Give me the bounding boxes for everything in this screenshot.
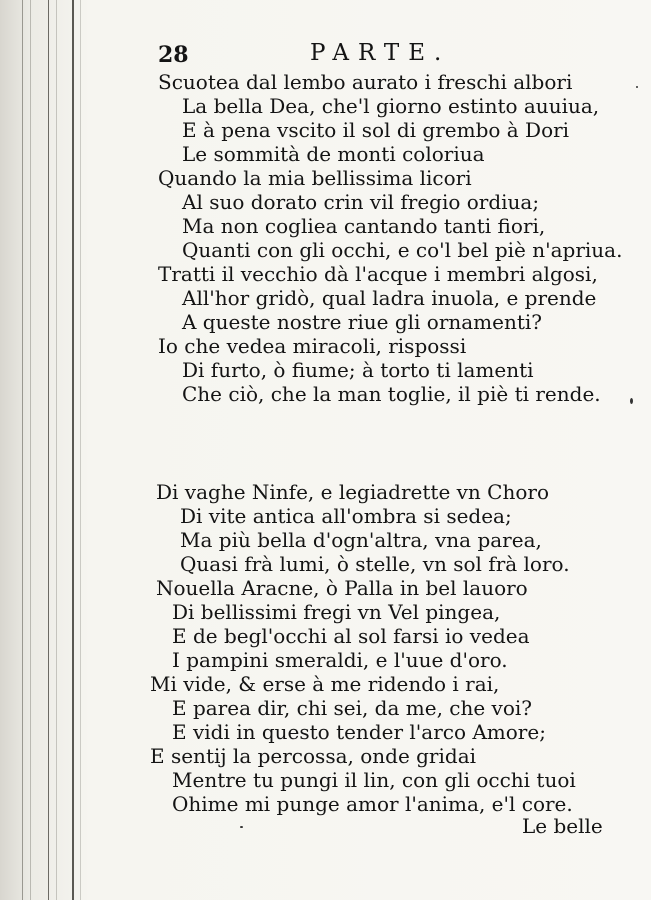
verse-line: E de begl'occhi al sol farsi io vedea [172, 624, 530, 648]
verse-line: La bella Dea, che'l giorno estinto auuiua, [182, 94, 600, 118]
verse-line: E vidi in questo tender l'arco Amore; [172, 720, 546, 744]
verse-line: Io che vedea miracoli, rispossi [158, 334, 467, 358]
verse-line: E parea dir, chi sei, da me, che voi? [172, 696, 533, 720]
page-edge [48, 0, 49, 900]
ink-speck [636, 86, 638, 88]
verse-line: Di furto, ò fiume; à torto ti lamenti [182, 358, 534, 382]
page-edge [22, 0, 23, 900]
verse-line: Nouella Aracne, ò Palla in bel lauoro [156, 576, 528, 600]
verse-line: Che ciò, che la man toglie, il piè ti rende. [182, 382, 601, 406]
verse-line: Mentre tu pungi il lin, con gli occhi tuoi [172, 768, 576, 792]
verse-line: Al suo dorato crin vil fregio ordiua; [182, 190, 540, 214]
verse-line: Tratti il vecchio dà l'acque i membri algosi, [158, 262, 598, 286]
running-head: PARTE. [310, 40, 451, 66]
verse-line: Di vite antica all'ombra si sedea; [180, 504, 512, 528]
verse-line: Scuotea dal lembo aurato i freschi albori [158, 70, 573, 94]
verse-line: Quasi frà lumi, ò stelle, vn sol frà loro. [180, 552, 570, 576]
page-number: 28 [158, 42, 189, 68]
verse-line: Di bellissimi fregi vn Vel pingea, [172, 600, 501, 624]
verse-line: Ma più bella d'ogn'altra, vna parea, [180, 528, 542, 552]
verse-line: Ohime mi punge amor l'anima, e'l core. [172, 792, 573, 816]
page-edge [80, 0, 81, 900]
verse-line: E sentij la percossa, onde gridai [150, 744, 477, 768]
verse-line: Quando la mia bellissima licori [158, 166, 472, 190]
verse-line: Ma non cogliea cantando tanti fiori, [182, 214, 546, 238]
verse-line: Di vaghe Ninfe, e legiadrette vn Choro [156, 480, 549, 504]
ink-speck [630, 398, 633, 404]
ink-speck [240, 826, 243, 828]
page-header [0, 36, 651, 72]
page-edge [56, 0, 57, 900]
page-edge [30, 0, 31, 900]
verse-line: I pampini smeraldi, e l'uue d'oro. [172, 648, 508, 672]
page-edge [72, 0, 74, 900]
verse-line: All'hor gridò, qual ladra inuola, e prende [182, 286, 597, 310]
verse-line: E à pena vscito il sol di grembo à Dori [182, 118, 570, 142]
verse-line: Le sommità de monti coloriua [182, 142, 485, 166]
verse-line: Mi vide, & erse à me ridendo i rai, [150, 672, 500, 696]
catchword: Le belle [522, 814, 603, 838]
verse-line: Quanti con gli occhi, e co'l bel piè n'apriua. [182, 238, 623, 262]
verse-line: A queste nostre riue gli ornamenti? [182, 310, 543, 334]
